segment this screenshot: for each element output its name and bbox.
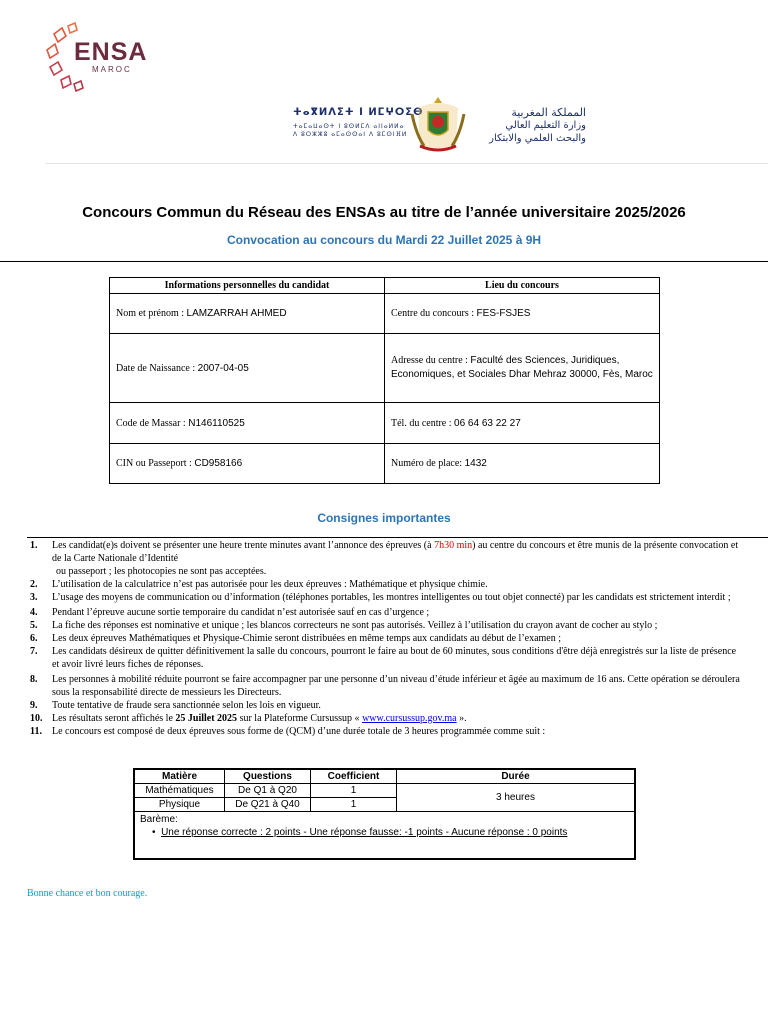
coef-cell: 1 xyxy=(311,784,397,798)
list-item xyxy=(30,578,742,591)
massar-label: Code de Massar : xyxy=(116,417,189,429)
item-number: 3. xyxy=(30,592,38,603)
arrival-time: 7h30 min xyxy=(434,540,473,551)
list-item xyxy=(30,606,742,619)
name-value: LAMZARRAH AHMED xyxy=(186,308,287,319)
birthdate-value: 2007-04-05 xyxy=(197,362,249,374)
item-text: Les candidats désireux de quitter définitivement la salle du concours, pourront le faire au bout de 60 minutes, sous conditions d'être déjà enregistrés sur la liste de présence et avoir livré leurs fiches de réponses. xyxy=(52,646,737,670)
duree-cell: 3 heures xyxy=(397,784,636,812)
list-item xyxy=(30,725,742,738)
center-value: FES-FSJES xyxy=(476,308,531,319)
item-text: Les résultats seront affichés le xyxy=(52,713,176,724)
header-duree: Durée xyxy=(397,769,636,784)
item-number: 1. xyxy=(30,540,38,551)
logo-text: ENSA xyxy=(74,38,148,66)
list-item xyxy=(30,619,742,632)
item-text: ) au centre du concours et être munis de la présente convocation et de la Carte Nationale d’Identité xyxy=(52,540,739,564)
item-number: 2. xyxy=(30,579,38,590)
phone-value: 06 64 63 22 27 xyxy=(454,417,521,429)
arabic-ministry-name xyxy=(476,106,586,145)
address-label: Adresse du centre : xyxy=(391,355,471,366)
item-number: 9. xyxy=(30,700,38,711)
bareme-text: Une réponse correcte : 2 points - Une réponse fausse: -1 points - Aucune réponse : 0 points xyxy=(161,827,568,838)
logo-subtext: MAROC xyxy=(92,65,132,74)
bareme-item: • Une réponse correcte : 2 points - Une réponse fausse: -1 points - Aucune réponse : 0 points xyxy=(152,827,568,838)
item-text: Les candidat(e)s doivent se présenter une heure trente minutes avant l’annonce des épreuves (à xyxy=(52,540,435,551)
header-matiere: Matière xyxy=(134,769,225,784)
center-label: Centre du concours : xyxy=(391,308,477,319)
table-row xyxy=(110,403,660,444)
questions-cell: De Q1 à Q20 xyxy=(225,784,311,798)
item-number: 6. xyxy=(30,633,38,644)
list-item xyxy=(30,712,742,725)
title-divider xyxy=(0,261,768,262)
header-divider xyxy=(46,163,768,164)
tifinagh-ministry-name xyxy=(293,108,424,138)
table-row xyxy=(110,444,660,484)
item-number: 7. xyxy=(30,646,38,657)
cursussup-link[interactable]: www.cursussup.gov.ma xyxy=(362,713,457,724)
seat-label: Numéro de place: xyxy=(391,458,465,469)
address-value: Faculté des Sciences, Juridiques, Economiques, et Sociales Dhar Mehraz 30000, Fès, Maroc xyxy=(391,355,653,380)
tifinagh-line-1: ⵜⴰⴳⵍⴷⵉⵜ ⵏ ⵍⵎⵖⵔⵉⴱ xyxy=(293,107,424,118)
arabic-line-3: والبحث العلمي والابتكار xyxy=(489,133,586,144)
moroccan-emblem-icon xyxy=(408,94,468,154)
item-number: 10. xyxy=(30,713,43,724)
document-title: Concours Commun du Réseau des ENSAs au titre de l’année universitaire 2025/2026 xyxy=(82,204,686,221)
bareme-label: Barème: xyxy=(140,814,178,825)
massar-value: N146110525 xyxy=(188,417,245,429)
consignes-list xyxy=(30,539,742,738)
cin-value: CD958166 xyxy=(194,458,243,469)
item-number: 4. xyxy=(30,607,38,618)
list-item xyxy=(30,699,742,712)
item-text: La fiche des réponses est nominative et unique ; les blancos correcteurs ne sont pas autorisés. Veillez à l’utilisation du crayon avant de cocher au stylo ; xyxy=(52,620,658,631)
item-number: 8. xyxy=(30,674,38,685)
birthdate-label: Date de Naissance : xyxy=(116,362,198,374)
closing-message: Bonne chance et bon courage. xyxy=(27,888,148,899)
matiere-cell: Physique xyxy=(134,798,225,812)
item-text: Les deux épreuves Mathématiques et Physique-Chimie seront distribuées en même temps aux candidats au début de l’examen ; xyxy=(52,633,562,644)
consignes-divider xyxy=(27,537,768,538)
list-item xyxy=(30,591,742,604)
item-text: L’usage des moyens de communication ou d’information (téléphones portables, les montres intelligentes ou tout objet connecté) par les candidats est strictement interdit ; xyxy=(52,592,731,603)
col-header-personal-info: Informations personnelles du candidat xyxy=(110,278,385,294)
name-label: Nom et prénom : xyxy=(116,308,187,319)
bareme-cell xyxy=(134,812,635,860)
header-coefficient: Coefficient xyxy=(311,769,397,784)
table-row xyxy=(110,294,660,334)
coef-cell: 1 xyxy=(311,798,397,812)
convocation-subtitle: Convocation au concours du Mardi 22 Juillet 2025 à 9H xyxy=(226,233,542,247)
item-text: sur la Plateforme Cursussup « xyxy=(237,713,363,724)
candidate-info-table xyxy=(109,277,660,484)
item-text: ». xyxy=(456,713,467,724)
consignes-title: Consignes importantes xyxy=(317,511,451,525)
header-questions: Questions xyxy=(225,769,311,784)
seat-value: 1432 xyxy=(464,458,487,469)
item-number: 11. xyxy=(30,726,42,737)
table-row xyxy=(134,784,635,798)
item-text: L’utilisation de la calculatrice n’est pas autorisée pour les deux épreuves : Mathématique et physique chimie. xyxy=(52,579,488,590)
arabic-line-2: وزارة التعليم العالي xyxy=(505,120,586,131)
cin-label: CIN ou Passeport : xyxy=(116,458,195,469)
matiere-cell: Mathématiques xyxy=(134,784,225,798)
item-number: 5. xyxy=(30,620,38,631)
table-row xyxy=(110,334,660,403)
exam-schedule-table xyxy=(133,768,636,860)
col-header-exam-location: Lieu du concours xyxy=(385,278,660,294)
list-item xyxy=(30,539,742,578)
questions-cell: De Q21 à Q40 xyxy=(225,798,311,812)
arabic-line-1: المملكة المغربية xyxy=(511,106,586,119)
list-item xyxy=(30,673,742,699)
results-date: 25 Juillet 2025 xyxy=(175,713,238,724)
tifinagh-line-2: ⵜⴰⵎⴰⵡⴰⵙⵜ ⵏ ⵓⵙⵍⵎⴷ ⴰⵏⵏⴰⵍⵍⴰ xyxy=(293,123,405,130)
list-item xyxy=(30,645,742,671)
list-item xyxy=(30,632,742,645)
item-text: Toute tentative de fraude sera sanctionnée selon les lois en vigueur. xyxy=(52,700,321,711)
item-text: Le concours est composé de deux épreuves sous forme de (QCM) d’une durée totale de 3 heures programmée comme suit : xyxy=(52,726,546,737)
item-text: Les personnes à mobilité réduite pourront se faire accompagner par une personne d’un niveau d’étude inférieur et âgée au maximum de 16 ans. Cette opération se déroulera sous la responsabilité directe de messieurs les Directeurs. xyxy=(52,674,740,698)
tifinagh-line-3: ⴷ ⵓⵔⵣⵣⵓ ⴰⵎⴰⵙⵙⴰⵏ ⴷ ⵓⵎⵙⵏⴼⵍ xyxy=(293,131,408,138)
phone-label: Tél. du centre : xyxy=(391,417,455,429)
item-text: Pendant l’épreuve aucune sortie temporaire du candidat n’est autorisée sauf en cas d’urgence ; xyxy=(52,607,430,618)
item-text: ou passeport ; les photocopies ne sont pas acceptées. xyxy=(56,566,267,577)
